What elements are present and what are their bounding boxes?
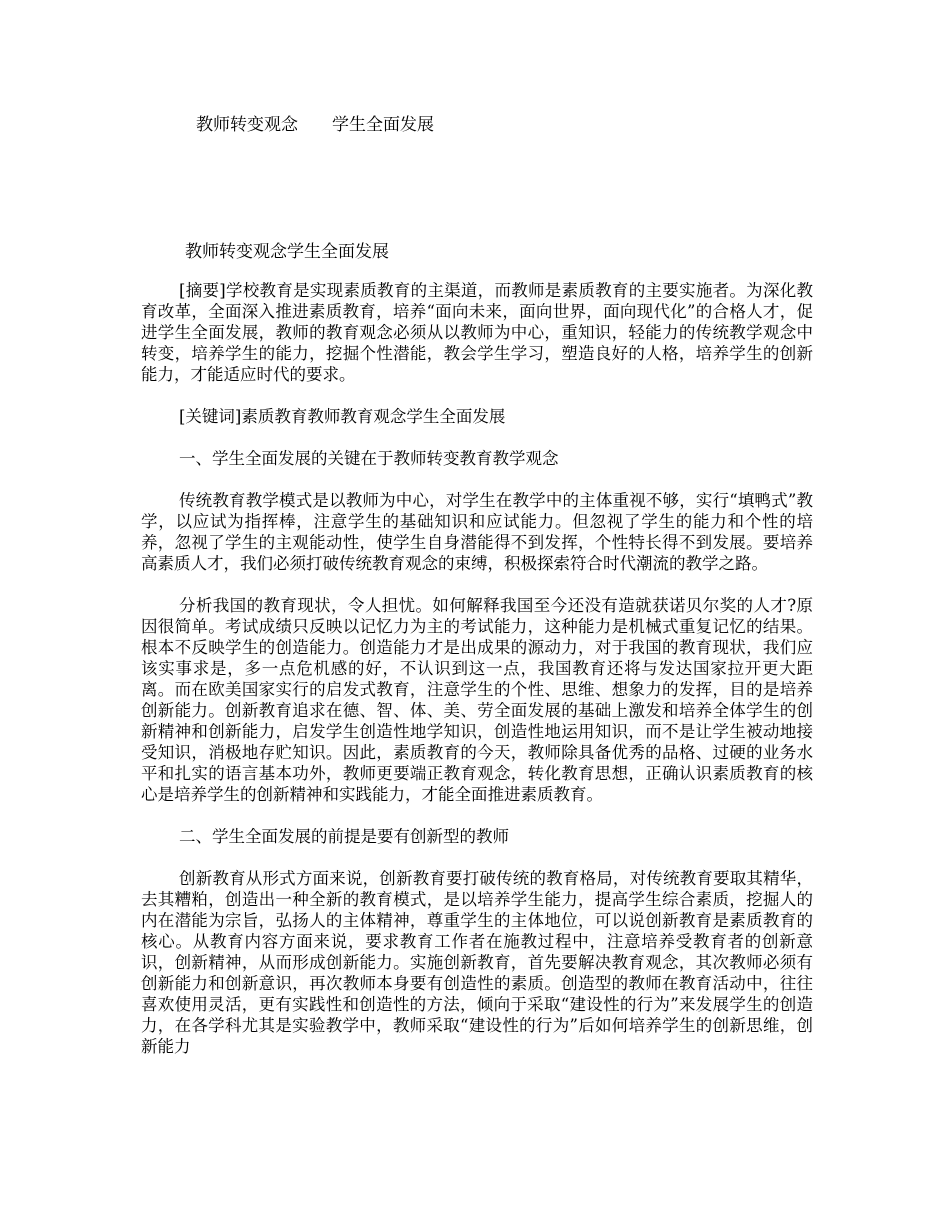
section-2-heading: 二、学生全面发展的前提是要有创新型的教师 (179, 827, 509, 846)
document-title: 教师转变观念学生全面发展 (185, 242, 389, 262)
section-1-paragraph-1: 传统教育教学模式是以教师为中心，对学生在教学中的主体重视不够，实行“填鸭式”教学，以应试为指挥棒，注意学生的基础知识和应试能力。但忽视了学生的能力和个性的培养，忽视了学生的主观能动性，使学生自身潜能得不到发挥，个性特长得不到发展。要培养高素质人才，我们必须打破传统教育观念的束缚，积极探索符合时代潮流的教学之路。 (141, 491, 813, 573)
header-title: 教师转变观念 学生全面发展 (196, 115, 434, 135)
section-1-heading: 一、学生全面发展的关键在于教师转变教育教学观念 (179, 449, 559, 468)
abstract-paragraph: [摘要]学校教育是实现素质教育的主渠道，而教师是素质教育的主要实施者。为深化教育改革，全面深入推进素质教育，培养“面向未来，面向世界，面向现代化”的合格人才，促进学生全面发展，教师的教育观念必须从以教师为中心，重知识，轻能力的传统教学观念中转变，培养学生的能力，挖掘个性潜能，教会学生学习，塑造良好的人格，培养学生的创新能力，才能适应时代的要求。 (141, 281, 813, 384)
keywords-paragraph: [关键词]素质教育教师教育观念学生全面发展 (179, 407, 506, 426)
document-body (141, 280, 813, 1057)
section-2-paragraph-1: 创新教育从形式方面来说，创新教育要打破传统的教育格局，对传统教育要取其精华，去其糟粕，创造出一种全新的教育模式，是以培养学生能力，提高学生综合素质，挖掘人的内在潜能为宗旨，弘扬人的主体精神，尊重学生的主体地位，可以说创新教育是素质教育的核心。从教育内容方面来说，要求教育工作者在施教过程中，注意培养受教育者的创新意识，创新精神，从而形成创新能力。实施创新教育，首先要解决教育观念，其次教师必须有创新能力和创新意识，再次教师本身要有创造性的素质。创造型的教师在教育活动中，往往喜欢使用灵活，更有实践性和创造性的方法，倾向于采取“建设性的行为”来发展学生的创造力，在各学科尤其是实验教学中，教师采取“建设性的行为”后如何培养学生的创新思维，创新能力 (141, 869, 813, 1056)
section-1-paragraph-2: 分析我国的教育现状，令人担忧。如何解释我国至今还没有造就获诺贝尔奖的人才?原因很简单。考试成绩只反映以记忆力为主的考试能力，这种能力是机械式重复记忆的结果。根本不反映学生的创造能力。创造能力才是出成果的源动力，对于我国的教育现状，我们应该实事求是，多一点危机感的好，不认识到这一点，我国教育还将与发达国家拉开更大距离。而在欧美国家实行的启发式教育，注意学生的个性、思维、想象力的发挥，目的是培养创新能力。创新教育追求在德、智、体、美、劳全面发展的基础上激发和培养全体学生的创新精神和创新能力，启发学生创造性地学知识，创造性地运用知识，而不是让学生被动地接受知识，消极地存贮知识。因此，素质教育的今天，教师除具备优秀的品格、过硬的业务水平和扎实的语言基本功外，教师更要端正教育观念，转化教育思想，正确认识素质教育的核心是培养学生的创新精神和实践能力，才能全面推进素质教育。 (141, 596, 813, 804)
